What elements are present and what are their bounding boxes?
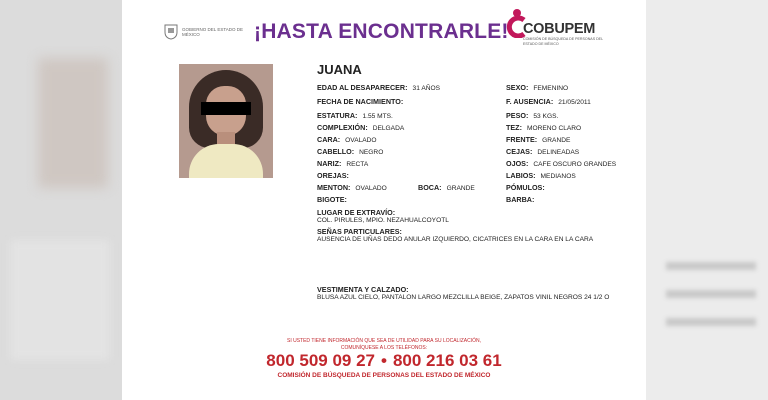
- field-cejas: CEJAS: DELINEADAS: [506, 147, 580, 156]
- clothing-label: VESTIMENTA Y CALZADO:: [317, 285, 409, 294]
- field-complexion: COMPLEXIÓN: DELGADA: [317, 123, 405, 132]
- marks-label: SEÑAS PARTICULARES:: [317, 227, 402, 236]
- contact-line-2: COMUNÍQUESE A LOS TELÉFONOS:: [340, 345, 428, 351]
- phone-separator: •: [381, 351, 387, 370]
- field-barba: BARBA:: [506, 195, 535, 204]
- field-ojos: OJOS: CAFE OSCURO GRANDES: [506, 159, 617, 168]
- field-cara: CARA: OVALADO: [317, 135, 377, 144]
- field-orejas: OREJAS:: [317, 171, 349, 180]
- phone-number-2[interactable]: 800 216 03 61: [392, 351, 502, 370]
- person-name: JUANA: [317, 62, 362, 77]
- field-frente: FRENTE: GRANDE: [506, 135, 571, 144]
- censor-bar: [201, 102, 251, 115]
- blurred-background-photo: [38, 58, 108, 188]
- background-left: [0, 0, 122, 400]
- blurred-background-area: [10, 240, 110, 360]
- cobupem-name: COBUPEM: [523, 21, 596, 37]
- field-tez: TEZ: MORENO CLARO: [506, 123, 582, 132]
- government-logo-text: GOBIERNO DEL ESTADO DE MÉXICO: [182, 26, 244, 37]
- government-logo: [164, 24, 252, 40]
- contact-instructions: [122, 338, 646, 352]
- field-bigote: BIGOTE:: [317, 195, 347, 204]
- place-label: LUGAR DE EXTRAVÍO:: [317, 208, 396, 217]
- field-menton: MENTON: OVALADO: [317, 183, 387, 192]
- commission-name: COMISIÓN DE BÚSQUEDA DE PERSONAS DEL ESTADO DE MÉXICO: [277, 372, 491, 379]
- blurred-bar: [666, 318, 756, 326]
- blurred-bar: [666, 262, 756, 270]
- background-right: [646, 0, 768, 400]
- headline: ¡HASTA ENCONTRARLE!: [254, 20, 509, 43]
- coat-of-arms-icon: [164, 24, 178, 40]
- field-pomulos: PÓMULOS:: [506, 183, 545, 192]
- cobupem-subtitle: COMISIÓN DE BÚSQUEDA DE PERSONAS DEL ESTADO DE MÉXICO: [523, 37, 603, 46]
- clothing-value: BLUSA AZUL CIELO, PANTALON LARGO MEZCLILLA BEIGE, ZAPATOS VINIL NEGROS 24 1/2 O: [317, 294, 610, 301]
- contact-line-1: SI USTED TIENE INFORMACIÓN QUE SEA DE UTILIDAD PARA SU LOCALIZACIÓN,: [286, 338, 482, 344]
- field-cabello: CABELLO: NEGRO: [317, 147, 384, 156]
- phone-numbers: [122, 351, 646, 371]
- field-fecha-nacimiento: FECHA DE NACIMIENTO:: [317, 97, 404, 106]
- missing-person-poster: [122, 0, 646, 400]
- field-sexo: SEXO: FEMENINO: [506, 83, 569, 92]
- field-peso: PESO: 53 KGS.: [506, 111, 559, 120]
- field-nariz: NARIZ: RECTA: [317, 159, 369, 168]
- person-photo: [179, 64, 273, 178]
- place-value: COL. PIRULES, MPIO. NEZAHUALCOYOTL: [317, 217, 449, 224]
- field-labios: LABIOS: MEDIANOS: [506, 171, 576, 180]
- field-boca: BOCA: GRANDE: [418, 183, 475, 192]
- phone-number-1[interactable]: 800 509 09 27: [266, 351, 376, 370]
- field-fecha-ausencia: F. AUSENCIA: 21/05/2011: [506, 97, 591, 106]
- blurred-bar: [666, 290, 756, 298]
- field-estatura: ESTATURA: 1.55 MTS.: [317, 111, 393, 120]
- marks-value: AUSENCIA DE UÑAS DEDO ANULAR IZQUIERDO, CICATRICES EN LA CARA EN LA CARA: [317, 236, 594, 243]
- field-edad: EDAD AL DESAPARECER: 31 AÑOS: [317, 83, 441, 92]
